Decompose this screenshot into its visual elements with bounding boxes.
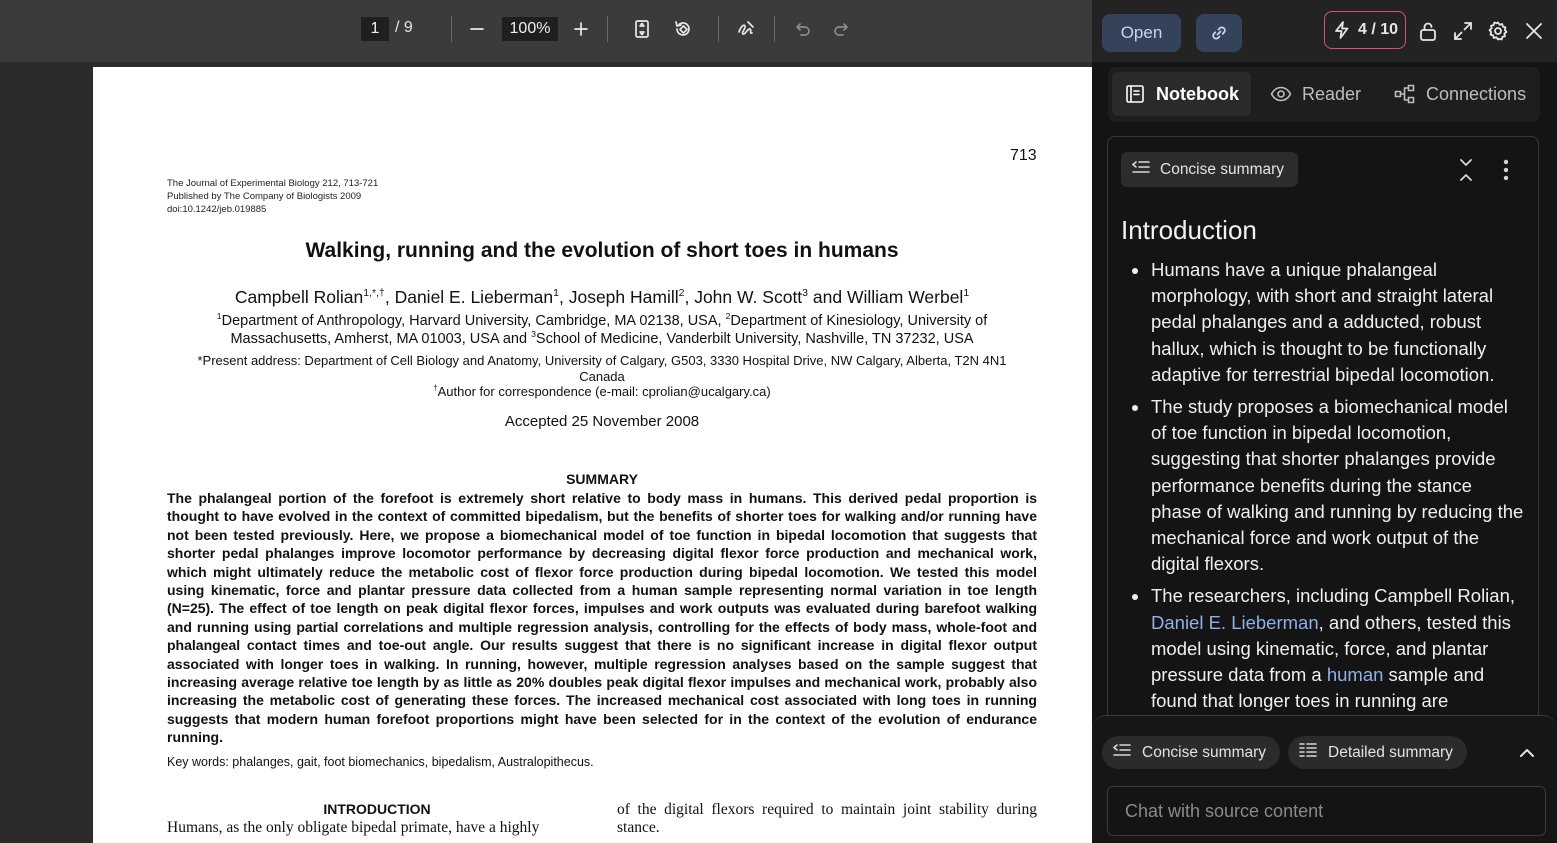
affiliation-text: School of Medicine, Vanderbilt University, Nashville, TN 37232, USA [535, 331, 974, 347]
close-icon [1523, 20, 1545, 42]
author-separator: , [684, 287, 695, 307]
toolbar-divider [451, 16, 452, 42]
redo-button[interactable] [831, 17, 853, 41]
pdf-toolbar [0, 0, 1092, 62]
toolbar-divider [718, 16, 719, 42]
unlock-icon [1417, 20, 1439, 42]
accepted-date: Accepted 25 November 2008 [504, 413, 700, 430]
author-affiliation-mark: 1 [553, 287, 559, 300]
notebook-icon [1124, 83, 1146, 105]
tab-notebook[interactable] [1112, 72, 1251, 116]
expand-icon [1452, 20, 1474, 42]
list-icon [1112, 740, 1132, 765]
plus-icon [571, 19, 591, 39]
gear-icon [1487, 20, 1509, 42]
tab-connections-label: Connections [1426, 83, 1527, 104]
undo-button[interactable] [791, 17, 813, 41]
link-icon [1209, 23, 1229, 43]
panel-tabs [1108, 67, 1540, 122]
affiliation-text: Department of Kinesiology, University of [730, 313, 988, 329]
summary-type-chip[interactable] [1121, 152, 1298, 187]
tab-notebook-label: Notebook [1156, 83, 1239, 104]
summary-paragraph: The phalangeal portion of the forefoot is extremely short relative to body mass in humans. This derived pedal proportion is thought to have evolved in the context of committed bipedalism, but the benefits of shorter toes for walking and/or running have not been tested previously. Here, we propose a biomechanical model of toe function in bipedal locomotion that suggests that shorter pedal phalanges improve locomotor performance by decreasing digital flexor force production and mechanical work, which might ultimately reduce the metabolic cost of flexor force production during bipedal locomotion. We tested this model using kinematic, force and plantar pressure data collected from a human sample representing normal variation in toe length (N=25). The effect of toe length on peak digital flexor forces, impulses and work outputs was evaluated during barefoot walking and running using partial correlations and multiple regression analysis, controlling for the effects of body mass, whole-foot and phalangeal contact times and toe-out angle. Our results suggest that there is no significant increase in digital flexor output associated with longer toes in walking. In running, however, multiple regression analyses based on the sample suggest that increasing average relative toe length by as little as 20% doubles peak digital flexor impulses and mechanical work, probably also increasing the metabolic cost of generating these forces. The increased mechanical cost associated with long toes in running suggests that modern human forefoot proportions might have been selected for in the context of the evolution of endurance running. [167, 490, 1037, 746]
keywords-line: Key words: phalanges, gait, foot biomechanics, bipedalism, Australopithecus. [167, 755, 594, 769]
tab-reader-label: Reader [1302, 83, 1362, 104]
page-total: / 9 [395, 19, 413, 36]
affiliation-mark: 3 [531, 329, 536, 340]
paper-title: Walking, running and the evolution of short toes in humans [305, 239, 899, 262]
unlock-button[interactable] [1415, 18, 1441, 44]
undo-icon [792, 19, 812, 39]
affiliation-text: Department of Anthropology, Harvard University, Cambridge, MA 02138, USA, [221, 313, 726, 329]
summary-heading: SUMMARY [566, 471, 638, 487]
zoom-level[interactable]: 100% [502, 17, 558, 41]
redo-icon [832, 19, 852, 39]
detailed-summary-button[interactable] [1288, 736, 1467, 769]
summary-bullet: The study proposes a biomechanical model of toe function in bipedal locomotion, suggesting that shorter phalanges provide performance benefits during the stance phase of walking and running by reducing the mechanical force and work output of the digital flexors. [1121, 394, 1526, 577]
publisher-line: Published by The Company of Biologists 2009 [167, 191, 362, 202]
journal-line: The Journal of Experimental Biology 212, 713-721 [167, 178, 379, 189]
fit-page-button[interactable] [631, 17, 653, 41]
introduction-heading: INTRODUCTION [323, 801, 431, 817]
page-number: 713 [1010, 147, 1037, 164]
side-panel [1092, 0, 1557, 843]
correspondence-mark: † [433, 383, 438, 393]
summary-bullet: Humans have a unique phalangeal morphology, with short and straight lateral pedal phalanges and a adducted, robust hallux, which is thought to be functionally adaptive for terrestrial bipedal locomotion. [1121, 257, 1526, 388]
author-affiliation-mark: 1,*,† [363, 287, 385, 300]
fit-page-icon [632, 19, 652, 39]
collapse-button[interactable] [1454, 157, 1478, 183]
concise-summary-button[interactable] [1102, 736, 1280, 769]
draw-button[interactable] [734, 17, 758, 41]
second-column-text: of the digital flexors required to maintain joint stability during stance. [617, 801, 1037, 836]
correspondence-line [93, 384, 1111, 399]
pdf-canvas[interactable] [0, 62, 1092, 843]
rotate-icon [673, 19, 693, 39]
author-affiliation-mark: 3 [802, 287, 809, 300]
author-list [93, 287, 1111, 308]
toolbar-divider [774, 16, 775, 42]
credits-indicator[interactable] [1324, 11, 1406, 49]
author-name: John W. Scott [694, 287, 803, 307]
affiliation-line-1 [93, 313, 1111, 329]
present-address-country: Canada [579, 369, 625, 384]
panel-header [1092, 0, 1557, 62]
chat-bottom-sheet [1092, 715, 1557, 843]
zoom-in-button[interactable] [570, 17, 592, 41]
settings-button[interactable] [1485, 18, 1511, 44]
author-affiliation-mark: 1 [963, 287, 970, 300]
detailed-list-icon [1298, 740, 1318, 765]
introduction-text: Humans, as the only obligate bipedal primate, have a highly [167, 819, 540, 836]
affiliation-line-2 [93, 331, 1111, 347]
bullet-text: The researchers, including Campbell Rolian, [1151, 585, 1516, 607]
tab-connections[interactable] [1382, 72, 1538, 116]
eye-icon [1270, 83, 1292, 105]
doi-line: doi:10.1242/jeb.019885 [167, 204, 267, 215]
author-name: William Werbel [846, 287, 964, 307]
copy-link-button[interactable] [1196, 14, 1242, 52]
author-name: Joseph Hamill [568, 287, 679, 307]
affiliation-text: Massachusetts, Amherst, MA 01003, USA and [230, 331, 532, 347]
affiliation-mark: 1 [216, 311, 222, 322]
draw-icon [736, 19, 756, 39]
notebook-summary-card [1107, 136, 1539, 736]
concise-summary-label: Concise summary [1142, 743, 1267, 761]
list-icon [1131, 157, 1151, 182]
author-name: Campbell Rolian [234, 287, 364, 307]
bullet-text: , and others, tested this model using kinematic, force, and plantar pressure data from a [1151, 611, 1511, 686]
zoom-out-button[interactable] [466, 17, 488, 41]
minus-icon [467, 19, 487, 39]
expand-sheet-button[interactable] [1516, 742, 1538, 764]
entity-link-lieberman[interactable]: Daniel E. Lieberman [1151, 611, 1319, 633]
present-address: *Present address: Department of Cell Biology and Anatomy, University of Calgary, G503, 3330 Hospital Drive, NW Calgary, Alberta, T2N 4N1 [197, 353, 1007, 368]
page-number-input[interactable] [361, 17, 389, 41]
correspondence-text: Author for correspondence (e-mail: cprolian@ucalgary.ca) [437, 384, 771, 399]
author-name: Daniel E. Lieberman [394, 287, 554, 307]
summary-section-title: Introduction [1121, 215, 1257, 245]
author-affiliation-mark: 2 [678, 287, 685, 300]
author-separator: , [558, 287, 569, 307]
rotate-button[interactable] [671, 17, 695, 41]
more-vertical-icon [1494, 157, 1518, 183]
chat-input[interactable] [1107, 786, 1546, 836]
author-separator: and [808, 287, 847, 307]
summary-type-label: Concise summary [1160, 160, 1285, 178]
detailed-summary-label: Detailed summary [1328, 743, 1453, 761]
summary-bullet [1121, 583, 1526, 714]
more-options-button[interactable] [1494, 157, 1518, 183]
summary-bullets [1121, 257, 1526, 720]
lightning-icon [1332, 20, 1352, 40]
toolbar-divider [607, 16, 608, 42]
author-separator: , [384, 287, 395, 307]
collapse-icon [1454, 157, 1478, 183]
affiliation-mark: 2 [725, 311, 731, 322]
pdf-page [93, 67, 1093, 843]
chevron-up-icon [1516, 742, 1538, 764]
bullet-text: sample and found that longer toes in running are [1151, 664, 1485, 712]
expand-button[interactable] [1450, 18, 1476, 44]
tab-reader[interactable] [1258, 72, 1373, 116]
credits-count: 4 / 10 [1357, 21, 1399, 38]
close-button[interactable] [1521, 18, 1547, 44]
connections-icon [1394, 83, 1416, 105]
entity-link-human[interactable]: human [1326, 664, 1384, 686]
open-button[interactable]: Open [1102, 14, 1181, 52]
